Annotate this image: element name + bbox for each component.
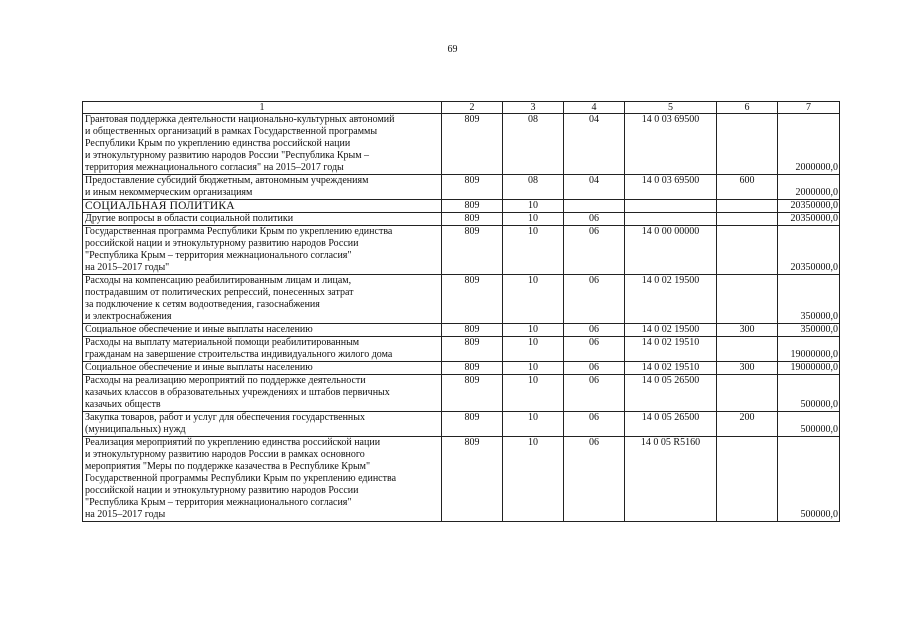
row-expense-type-cell <box>717 226 778 275</box>
header-cell: 3 <box>503 102 564 114</box>
row-grbs-cell: 809 <box>442 226 503 275</box>
row-section-cell: 10 <box>503 324 564 337</box>
row-subsection-cell: 06 <box>564 337 625 362</box>
table-row <box>83 213 840 226</box>
table-row <box>83 114 840 175</box>
row-name-cell: Предоставление субсидий бюджетным, автономным учреждениям и иным некоммерческим организациям <box>83 175 442 200</box>
row-target-article-cell: 14 0 02 19500 <box>625 275 717 324</box>
table-row <box>83 175 840 200</box>
row-amount-cell: 500000,0 <box>778 412 840 437</box>
row-target-article-cell: 14 0 02 19510 <box>625 337 717 362</box>
row-grbs-cell: 809 <box>442 200 503 213</box>
table-row <box>83 337 840 362</box>
row-subsection-cell: 06 <box>564 437 625 522</box>
row-subsection-cell: 06 <box>564 362 625 375</box>
header-cell: 1 <box>83 102 442 114</box>
table-row <box>83 226 840 275</box>
row-target-article-cell: 14 0 03 69500 <box>625 114 717 175</box>
row-target-article-cell: 14 0 05 26500 <box>625 375 717 412</box>
row-expense-type-cell <box>717 437 778 522</box>
row-subsection-cell: 06 <box>564 375 625 412</box>
row-grbs-cell: 809 <box>442 324 503 337</box>
row-name-cell: Социальное обеспечение и иные выплаты населению <box>83 362 442 375</box>
page-number: 69 <box>447 44 458 55</box>
row-amount-cell: 350000,0 <box>778 275 840 324</box>
row-subsection-cell <box>564 200 625 213</box>
row-target-article-cell <box>625 200 717 213</box>
row-amount-cell: 20350000,0 <box>778 200 840 213</box>
row-name-cell: Государственная программа Республики Крым по укреплению единства российской нации и этнокультурному развитию народов России "Республика Крым – территория межнационального согласия" на 2015–2017 годы" <box>83 226 442 275</box>
row-expense-type-cell <box>717 114 778 175</box>
row-amount-cell: 2000000,0 <box>778 175 840 200</box>
table-row <box>83 362 840 375</box>
row-grbs-cell: 809 <box>442 337 503 362</box>
row-grbs-cell: 809 <box>442 275 503 324</box>
row-amount-cell: 20350000,0 <box>778 226 840 275</box>
row-grbs-cell: 809 <box>442 213 503 226</box>
row-section-cell: 10 <box>503 275 564 324</box>
row-target-article-cell: 14 0 05 R5160 <box>625 437 717 522</box>
table-header-row <box>83 102 840 114</box>
table-row <box>83 375 840 412</box>
row-section-cell: 10 <box>503 412 564 437</box>
row-expense-type-cell: 300 <box>717 362 778 375</box>
row-amount-cell: 500000,0 <box>778 375 840 412</box>
row-subsection-cell: 06 <box>564 213 625 226</box>
row-grbs-cell: 809 <box>442 114 503 175</box>
row-section-cell: 08 <box>503 175 564 200</box>
row-name-cell: Реализация мероприятий по укреплению единства российской нации и этнокультурному развитию народов России в рамках основного мероприятия "Меры по поддержке казачества в Республике Крым" Государственной программы Республики Крым по укреплению единства российской нации и этнокультурному развитию народов России "Республика Крым – территория межнационального согласия" на 2015–2017 годы <box>83 437 442 522</box>
row-section-cell: 10 <box>503 375 564 412</box>
table-row <box>83 200 840 213</box>
row-name-cell: Грантовая поддержка деятельности национально-культурных автономий и общественных организаций в рамках Государственной программы Республики Крым по укреплению единства российской нации и этнокультурному развитию народов России "Республика Крым – территория межнационального согласия" на 2015–2017 годы <box>83 114 442 175</box>
row-amount-cell: 350000,0 <box>778 324 840 337</box>
header-cell: 4 <box>564 102 625 114</box>
row-name-cell: Расходы на выплату материальной помощи реабилитированным гражданам на завершение строительства индивидуального жилого дома <box>83 337 442 362</box>
table-row <box>83 275 840 324</box>
row-amount-cell: 500000,0 <box>778 437 840 522</box>
row-grbs-cell: 809 <box>442 362 503 375</box>
row-grbs-cell: 809 <box>442 175 503 200</box>
budget-table <box>82 101 840 522</box>
row-grbs-cell: 809 <box>442 375 503 412</box>
row-amount-cell: 2000000,0 <box>778 114 840 175</box>
table-row <box>83 324 840 337</box>
row-subsection-cell: 06 <box>564 412 625 437</box>
row-expense-type-cell: 600 <box>717 175 778 200</box>
row-expense-type-cell: 200 <box>717 412 778 437</box>
row-subsection-cell: 04 <box>564 114 625 175</box>
row-section-cell: 08 <box>503 114 564 175</box>
header-cell: 5 <box>625 102 717 114</box>
header-cell: 2 <box>442 102 503 114</box>
row-section-cell: 10 <box>503 337 564 362</box>
row-subsection-cell: 06 <box>564 324 625 337</box>
row-grbs-cell: 809 <box>442 437 503 522</box>
row-section-cell: 10 <box>503 437 564 522</box>
header-cell: 7 <box>778 102 840 114</box>
row-name-cell: Социальное обеспечение и иные выплаты населению <box>83 324 442 337</box>
row-expense-type-cell <box>717 275 778 324</box>
row-target-article-cell: 14 0 03 69500 <box>625 175 717 200</box>
row-expense-type-cell <box>717 337 778 362</box>
row-expense-type-cell: 300 <box>717 324 778 337</box>
header-cell: 6 <box>717 102 778 114</box>
row-name-cell: Закупка товаров, работ и услуг для обеспечения государственных (муниципальных) нужд <box>83 412 442 437</box>
row-expense-type-cell <box>717 200 778 213</box>
row-section-cell: 10 <box>503 226 564 275</box>
row-section-cell: 10 <box>503 362 564 375</box>
table-row <box>83 437 840 522</box>
row-amount-cell: 20350000,0 <box>778 213 840 226</box>
row-expense-type-cell <box>717 213 778 226</box>
row-amount-cell: 19000000,0 <box>778 337 840 362</box>
row-target-article-cell: 14 0 02 19510 <box>625 362 717 375</box>
row-name-cell: Расходы на реализацию мероприятий по поддержке деятельности казачьих классов в образовательных учреждениях и штабов первичных казачьих обществ <box>83 375 442 412</box>
row-subsection-cell: 06 <box>564 275 625 324</box>
table-row <box>83 412 840 437</box>
row-expense-type-cell <box>717 375 778 412</box>
row-name-cell: Другие вопросы в области социальной политики <box>83 213 442 226</box>
row-section-cell: 10 <box>503 213 564 226</box>
row-name-cell: СОЦИАЛЬНАЯ ПОЛИТИКА <box>83 200 442 213</box>
row-section-cell: 10 <box>503 200 564 213</box>
row-target-article-cell <box>625 213 717 226</box>
row-target-article-cell: 14 0 02 19500 <box>625 324 717 337</box>
row-name-cell: Расходы на компенсацию реабилитированным лицам и лицам, пострадавшим от политических репрессий, понесенных затрат за подключение к сетям водоотведения, газоснабжения и электроснабжения <box>83 275 442 324</box>
row-grbs-cell: 809 <box>442 412 503 437</box>
row-amount-cell: 19000000,0 <box>778 362 840 375</box>
row-target-article-cell: 14 0 00 00000 <box>625 226 717 275</box>
row-subsection-cell: 06 <box>564 226 625 275</box>
row-target-article-cell: 14 0 05 26500 <box>625 412 717 437</box>
row-subsection-cell: 04 <box>564 175 625 200</box>
